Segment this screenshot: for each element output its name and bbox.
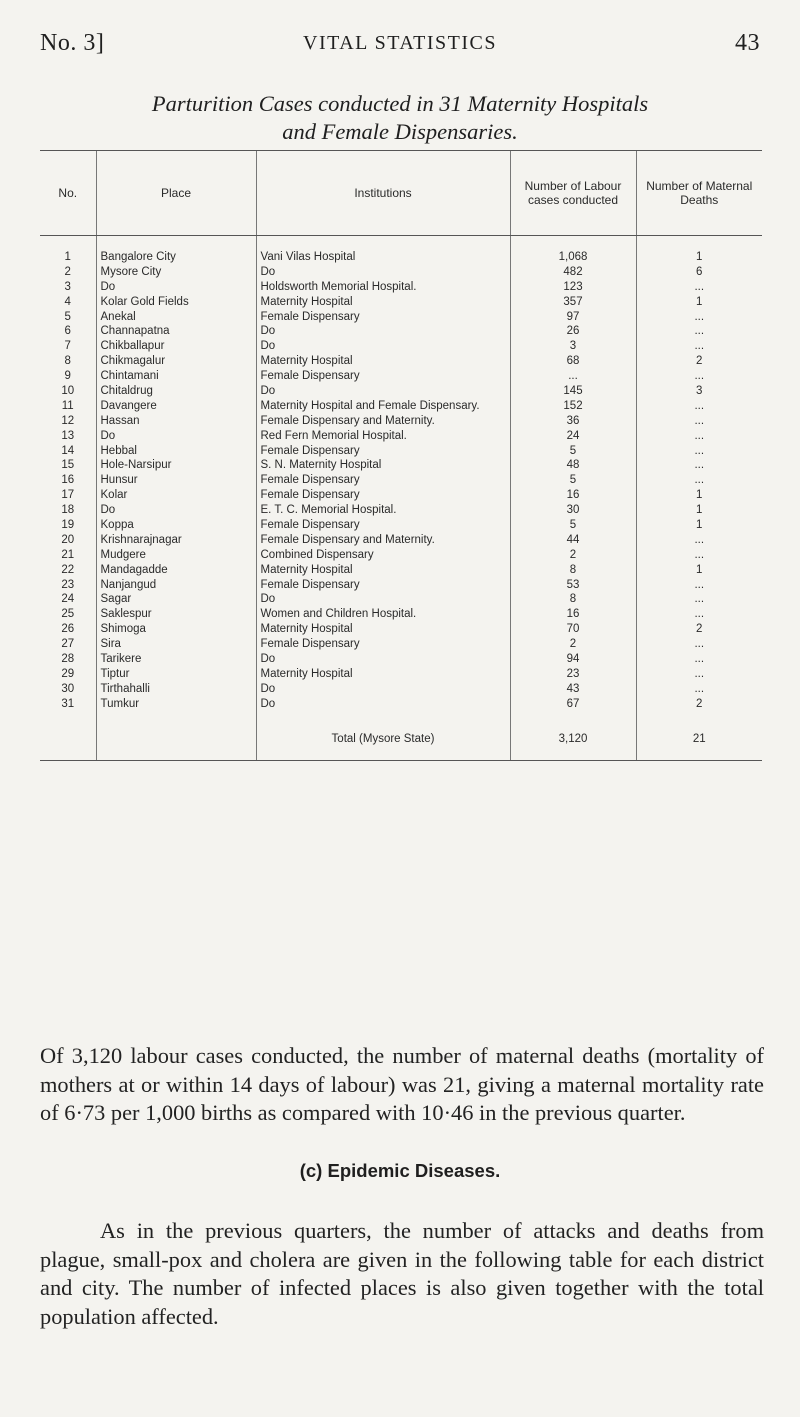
- institution-text: Female Dispensary: [260, 474, 360, 487]
- maternal-deaths-cell: ...: [636, 458, 762, 473]
- institution-cell: [256, 697, 510, 712]
- institution-cell: [256, 265, 510, 280]
- labour-cases-cell: 94: [510, 652, 636, 667]
- place-cell: Chintamani: [96, 369, 256, 384]
- institution-cell: [256, 369, 510, 384]
- place-cell: Davangere: [96, 399, 256, 414]
- place-cell: Shimoga: [96, 622, 256, 637]
- row-number: 13: [61, 429, 75, 442]
- paragraph-epidemic-diseases: As in the previous quarters, the number of attacks and deaths from plague, small-pox and cholera are given in the following table for each district and city. The number of infected places is also given together with the total population affected.: [40, 1218, 764, 1329]
- place-cell: Tarikere: [96, 652, 256, 667]
- maternal-deaths-cell: ...: [636, 369, 762, 384]
- place-cell: Do: [96, 503, 256, 518]
- institution-text: Do: [260, 593, 276, 606]
- maternal-deaths-cell: 2: [636, 697, 762, 712]
- labour-cases-cell: 2: [510, 637, 636, 652]
- total-labour-cases: 3,120: [510, 712, 636, 761]
- paragraph-maternal-mortality: Of 3,120 labour cases conducted, the number of maternal deaths (mortality of mothers at or within 14 days of labour) was 21, giving a maternal mortality rate of 6·73 per 1,000 births as compared with 10·46 in the previous quarter.: [40, 1043, 764, 1126]
- place-cell: Chikballapur: [96, 339, 256, 354]
- place-cell: Mysore City: [96, 265, 256, 280]
- table-row: [40, 265, 762, 280]
- table-row: [40, 280, 762, 295]
- institution-cell: [256, 682, 510, 697]
- maternal-deaths-cell: 1: [636, 503, 762, 518]
- labour-cases-cell: 43: [510, 682, 636, 697]
- maternity-table: [40, 150, 762, 761]
- maternal-deaths-cell: 6: [636, 265, 762, 280]
- institution-text: Do: [260, 653, 276, 666]
- institution-cell: [256, 458, 510, 473]
- row-number: 31: [61, 697, 75, 710]
- maternal-deaths-cell: ...: [636, 339, 762, 354]
- table-row: [40, 473, 762, 488]
- row-number: 21: [61, 548, 75, 561]
- institution-cell: [256, 429, 510, 444]
- institution-cell: [256, 310, 510, 325]
- institution-text: Maternity Hospital: [260, 667, 353, 680]
- labour-cases-cell: 67: [510, 697, 636, 712]
- table-row: [40, 384, 762, 399]
- labour-cases-cell: 145: [510, 384, 636, 399]
- labour-cases-cell: 30: [510, 503, 636, 518]
- labour-cases-cell: 5: [510, 444, 636, 459]
- institution-text: Female Dispensary: [260, 519, 360, 532]
- table-row: [40, 339, 762, 354]
- place-cell: Kolar Gold Fields: [96, 295, 256, 310]
- total-label: Total (Mysore State): [256, 712, 510, 761]
- row-number: 9: [64, 370, 71, 383]
- institution-cell: [256, 563, 510, 578]
- section-heading-epidemic-diseases: (c) Epidemic Diseases.: [299, 1160, 501, 1181]
- institution-cell: [256, 533, 510, 548]
- institution-text: Do: [260, 697, 276, 710]
- table-title-line-2: and Female Dispensaries.: [282, 119, 518, 144]
- institution-cell: [256, 622, 510, 637]
- total-blank-place: [96, 712, 256, 761]
- table-row: [40, 324, 762, 339]
- institution-text: Female Dispensary and Maternity.: [260, 533, 435, 546]
- place-cell: Hole-Narsipur: [96, 458, 256, 473]
- section-number: No. 3]: [40, 30, 105, 56]
- place-cell: Mandagadde: [96, 563, 256, 578]
- labour-cases-cell: 152: [510, 399, 636, 414]
- labour-cases-cell: 53: [510, 578, 636, 593]
- maternal-deaths-cell: ...: [636, 607, 762, 622]
- maternal-deaths-cell: ...: [636, 280, 762, 295]
- place-cell: Hunsur: [96, 473, 256, 488]
- row-number: 18: [61, 504, 75, 517]
- institution-text: Do: [260, 340, 276, 353]
- table-row: [40, 533, 762, 548]
- table-row: [40, 592, 762, 607]
- table-row: [40, 563, 762, 578]
- place-cell: Bangalore City: [96, 236, 256, 265]
- header-institutions: Institutions: [256, 151, 510, 236]
- place-cell: Nanjangud: [96, 578, 256, 593]
- maternal-deaths-cell: ...: [636, 429, 762, 444]
- institution-text: Maternity Hospital: [260, 295, 353, 308]
- row-number: 5: [64, 310, 71, 323]
- labour-cases-cell: 97: [510, 310, 636, 325]
- row-number: 12: [61, 414, 75, 427]
- institution-cell: [256, 548, 510, 563]
- institution-text: Female Dispensary: [260, 370, 360, 383]
- institution-cell: [256, 637, 510, 652]
- header-labour-cases: Number of Labour cases conducted: [510, 151, 636, 236]
- maternal-deaths-cell: ...: [636, 533, 762, 548]
- labour-cases-cell: 8: [510, 563, 636, 578]
- institution-cell: [256, 384, 510, 399]
- place-cell: Chikmagalur: [96, 354, 256, 369]
- institution-cell: [256, 667, 510, 682]
- institution-text: Women and Children Hospital.: [260, 608, 417, 621]
- table-row: [40, 667, 762, 682]
- labour-cases-cell: 357: [510, 295, 636, 310]
- total-maternal-deaths: 21: [636, 712, 762, 761]
- labour-cases-cell: 123: [510, 280, 636, 295]
- maternal-deaths-cell: ...: [636, 667, 762, 682]
- running-title: VITAL STATISTICS: [303, 32, 497, 54]
- maternal-deaths-cell: ...: [636, 444, 762, 459]
- labour-cases-cell: 5: [510, 518, 636, 533]
- labour-cases-cell: 70: [510, 622, 636, 637]
- labour-cases-cell: 16: [510, 607, 636, 622]
- labour-cases-cell: 26: [510, 324, 636, 339]
- place-cell: Tumkur: [96, 697, 256, 712]
- labour-cases-cell: 23: [510, 667, 636, 682]
- row-number: 20: [61, 533, 75, 546]
- place-cell: Anekal: [96, 310, 256, 325]
- row-number: 4: [64, 295, 71, 308]
- institution-text: Do: [260, 265, 276, 278]
- institution-text: Vani Vilas Hospital: [260, 251, 356, 263]
- place-cell: Hassan: [96, 414, 256, 429]
- institution-cell: [256, 280, 510, 295]
- table-row: [40, 503, 762, 518]
- labour-cases-cell: 68: [510, 354, 636, 369]
- institution-text: Holdsworth Memorial Hospital.: [260, 280, 417, 293]
- labour-cases-cell: 3: [510, 339, 636, 354]
- institution-text: Maternity Hospital: [260, 563, 353, 576]
- labour-cases-cell: 8: [510, 592, 636, 607]
- total-blank-no: [40, 712, 96, 761]
- maternal-deaths-cell: ...: [636, 637, 762, 652]
- labour-cases-cell: 16: [510, 488, 636, 503]
- institution-text: Female Dispensary: [260, 310, 360, 323]
- institution-cell: [256, 488, 510, 503]
- table-row: [40, 399, 762, 414]
- place-cell: Saklespur: [96, 607, 256, 622]
- place-cell: Sagar: [96, 592, 256, 607]
- header-maternal-deaths: Number of Maternal Deaths: [636, 151, 762, 236]
- institution-cell: [256, 652, 510, 667]
- place-cell: Sira: [96, 637, 256, 652]
- maternal-deaths-cell: 1: [636, 518, 762, 533]
- institution-text: Female Dispensary: [260, 578, 360, 591]
- maternal-deaths-cell: ...: [636, 592, 762, 607]
- institution-text: Female Dispensary: [260, 444, 360, 457]
- institution-cell: [256, 607, 510, 622]
- row-number: 3: [64, 280, 71, 293]
- row-number: 27: [61, 638, 75, 651]
- maternal-deaths-cell: 2: [636, 622, 762, 637]
- table-row: [40, 622, 762, 637]
- institution-cell: [256, 444, 510, 459]
- maternal-deaths-cell: ...: [636, 414, 762, 429]
- row-number: 26: [61, 623, 75, 636]
- institution-text: Maternity Hospital: [260, 355, 353, 368]
- row-number: 25: [61, 608, 75, 621]
- table-row: [40, 682, 762, 697]
- institution-text: Do: [260, 325, 276, 338]
- maternal-deaths-cell: 1: [636, 488, 762, 503]
- row-number: 8: [64, 355, 71, 368]
- table-row: [40, 414, 762, 429]
- table-row: [40, 444, 762, 459]
- row-number: 29: [61, 667, 75, 680]
- institution-cell: [256, 578, 510, 593]
- row-number: 10: [61, 385, 75, 398]
- institution-cell: [256, 339, 510, 354]
- institution-cell: [256, 414, 510, 429]
- labour-cases-cell: 1,068: [510, 236, 636, 265]
- institution-text: Combined Dispensary: [260, 548, 374, 561]
- table-header-row: [40, 151, 762, 236]
- institution-cell: [256, 473, 510, 488]
- place-cell: Tirthahalli: [96, 682, 256, 697]
- table-row: [40, 354, 762, 369]
- institution-text: Red Fern Memorial Hospital.: [260, 429, 407, 442]
- institution-text: Female Dispensary and Maternity.: [260, 414, 435, 427]
- institution-cell: [256, 354, 510, 369]
- table-title-line-1: Parturition Cases conducted in 31 Maternity Hospitals: [151, 91, 649, 116]
- institution-text: S. N. Maternity Hospital: [260, 459, 382, 472]
- row-number: 15: [61, 459, 75, 472]
- total-row: [40, 712, 762, 761]
- labour-cases-cell: 5: [510, 473, 636, 488]
- labour-cases-cell: 2: [510, 548, 636, 563]
- maternal-deaths-cell: ...: [636, 399, 762, 414]
- institution-cell: [256, 518, 510, 533]
- row-number: 14: [61, 444, 75, 457]
- institution-cell: [256, 399, 510, 414]
- table-row: [40, 637, 762, 652]
- institution-cell: [256, 503, 510, 518]
- labour-cases-cell: 482: [510, 265, 636, 280]
- maternal-deaths-cell: ...: [636, 473, 762, 488]
- maternal-deaths-cell: ...: [636, 324, 762, 339]
- place-cell: Channapatna: [96, 324, 256, 339]
- table-row: [40, 310, 762, 325]
- maternal-deaths-cell: 3: [636, 384, 762, 399]
- labour-cases-cell: 44: [510, 533, 636, 548]
- institution-text: Maternity Hospital: [260, 623, 353, 636]
- table-row: [40, 518, 762, 533]
- place-cell: Do: [96, 429, 256, 444]
- place-cell: Mudgere: [96, 548, 256, 563]
- table-row: [40, 369, 762, 384]
- labour-cases-cell: 36: [510, 414, 636, 429]
- running-head: [40, 30, 760, 60]
- table-row: [40, 578, 762, 593]
- header-place: Place: [96, 151, 256, 236]
- place-cell: Kolar: [96, 488, 256, 503]
- row-number: 6: [64, 325, 71, 338]
- table-row: [40, 548, 762, 563]
- maternal-deaths-cell: ...: [636, 310, 762, 325]
- row-number: 24: [61, 593, 75, 606]
- header-no: No.: [40, 151, 96, 236]
- place-cell: Hebbal: [96, 444, 256, 459]
- maternal-deaths-cell: 1: [636, 236, 762, 265]
- row-number: 28: [61, 653, 75, 666]
- row-number: 23: [61, 578, 75, 591]
- institution-cell: [256, 295, 510, 310]
- labour-cases-cell: 48: [510, 458, 636, 473]
- page-number: 43: [735, 30, 760, 56]
- maternal-deaths-cell: ...: [636, 578, 762, 593]
- institution-text: Do: [260, 385, 276, 398]
- table-title: [40, 90, 760, 146]
- place-cell: Do: [96, 280, 256, 295]
- institution-text: Female Dispensary: [260, 638, 360, 651]
- maternal-deaths-cell: ...: [636, 548, 762, 563]
- table-row: [40, 607, 762, 622]
- institution-text: E. T. C. Memorial Hospital.: [260, 504, 397, 517]
- labour-cases-cell: 24: [510, 429, 636, 444]
- row-number: 1: [64, 251, 71, 263]
- row-number: 17: [61, 489, 75, 502]
- place-cell: Krishnarajnagar: [96, 533, 256, 548]
- place-cell: Koppa: [96, 518, 256, 533]
- maternal-deaths-cell: 1: [636, 563, 762, 578]
- table-body: [40, 236, 762, 761]
- row-number: 11: [61, 399, 74, 412]
- labour-cases-cell: ...: [510, 369, 636, 384]
- maternal-deaths-cell: 1: [636, 295, 762, 310]
- table-row: [40, 236, 762, 265]
- table-row: [40, 295, 762, 310]
- maternal-deaths-cell: ...: [636, 652, 762, 667]
- maternal-deaths-cell: 2: [636, 354, 762, 369]
- row-number: 19: [61, 519, 75, 532]
- table-row: [40, 488, 762, 503]
- table-row: [40, 429, 762, 444]
- table-row: [40, 652, 762, 667]
- table-row: [40, 697, 762, 712]
- institution-cell: [256, 592, 510, 607]
- row-number: 22: [61, 563, 75, 576]
- place-cell: Tiptur: [96, 667, 256, 682]
- maternal-deaths-cell: ...: [636, 682, 762, 697]
- institution-cell: [256, 324, 510, 339]
- table-row: [40, 458, 762, 473]
- institution-text: Maternity Hospital and Female Dispensary.: [260, 399, 480, 412]
- row-number: 7: [64, 340, 71, 353]
- row-number: 30: [61, 682, 75, 695]
- place-cell: Chitaldrug: [96, 384, 256, 399]
- institution-text: Female Dispensary: [260, 489, 360, 502]
- row-number: 16: [61, 474, 75, 487]
- institution-text: Do: [260, 682, 276, 695]
- row-number: 2: [64, 265, 71, 278]
- institution-cell: [256, 236, 510, 265]
